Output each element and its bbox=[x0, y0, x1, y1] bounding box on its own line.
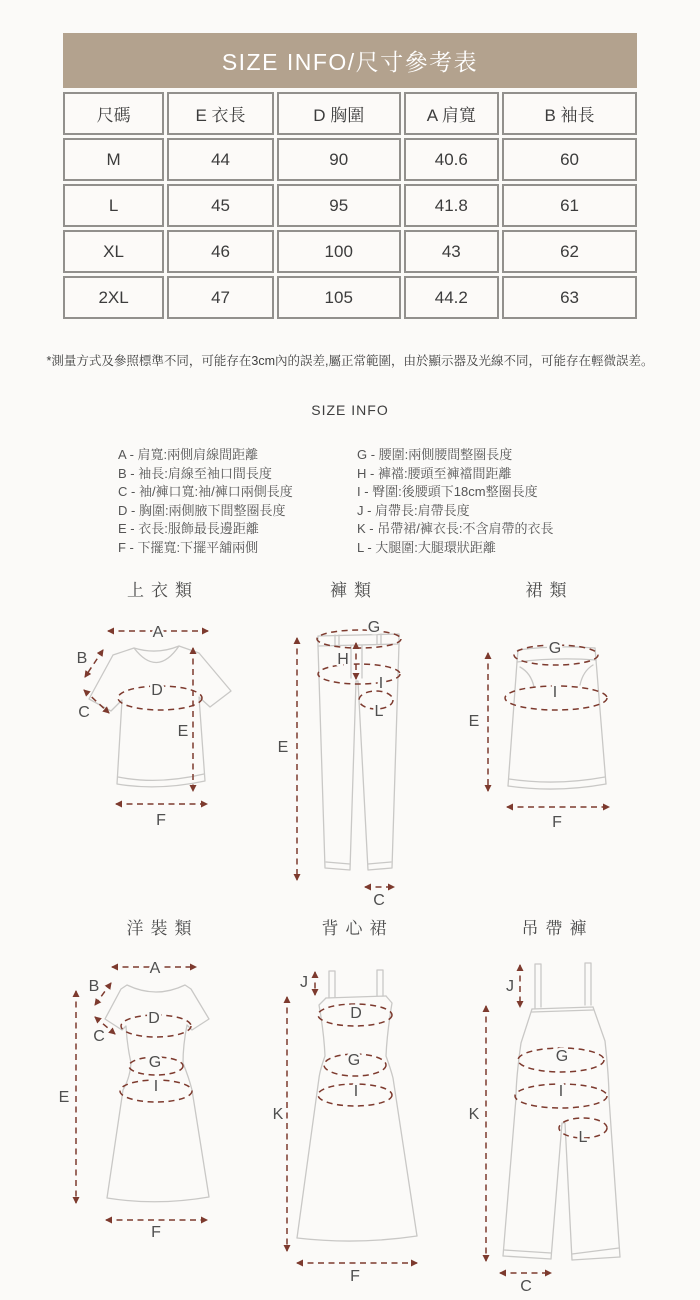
vest-dress-straps bbox=[329, 970, 383, 998]
mark-E: E bbox=[468, 713, 480, 730]
skirt-diagram bbox=[456, 610, 636, 840]
mark-C: C bbox=[77, 704, 90, 721]
table-cell: 61 bbox=[502, 184, 637, 227]
table-cell: 63 bbox=[502, 276, 637, 319]
pants-waistband bbox=[318, 634, 399, 646]
figure-title: 裙類 bbox=[525, 581, 574, 600]
table-cell: XL bbox=[63, 230, 164, 273]
legend-item: L - 大腿圍:大腿環狀距離 bbox=[357, 539, 496, 555]
mark-A: A bbox=[149, 960, 161, 977]
mark-I: I bbox=[552, 684, 558, 701]
mark-I: I bbox=[378, 675, 383, 692]
legend-item: K - 吊帶裙/褲衣長:不含肩帶的衣長 bbox=[357, 521, 554, 537]
legend-item: B - 袖長:肩線至袖口間長度 bbox=[118, 465, 272, 481]
column-header-sleeve: B 袖長 bbox=[502, 92, 637, 135]
legend-item: E - 衣長:服飾最長邊距離 bbox=[118, 521, 259, 537]
table-row bbox=[63, 230, 637, 273]
figure-pants bbox=[258, 578, 443, 910]
overalls-hems bbox=[503, 1248, 620, 1260]
mark-G: G bbox=[555, 1048, 569, 1065]
vest-dress-diagram bbox=[269, 948, 439, 1288]
mark-J: J bbox=[506, 978, 514, 995]
column-header-size: 尺碼 bbox=[63, 92, 164, 135]
legend-item: I - 臀圍:後腰頭下18cm整圈長度 bbox=[357, 484, 538, 500]
table-cell: 47 bbox=[167, 276, 274, 319]
figure-title: 洋裝類 bbox=[126, 919, 199, 938]
mark-F: F bbox=[151, 1224, 161, 1238]
figure-overalls bbox=[457, 916, 651, 1298]
mark-G: G bbox=[347, 1052, 361, 1069]
dress-diagram bbox=[49, 948, 269, 1238]
measure-B-line bbox=[85, 650, 103, 677]
table-cell: 46 bbox=[167, 230, 274, 273]
figure-tops bbox=[57, 578, 262, 840]
mark-G: G bbox=[148, 1054, 162, 1071]
mark-E: E bbox=[58, 1089, 70, 1106]
mark-D: D bbox=[150, 682, 163, 699]
size-table bbox=[60, 89, 640, 322]
mark-C: C bbox=[93, 1028, 105, 1045]
legend-item: G - 腰圍:兩側腰間整圈長度 bbox=[357, 447, 513, 462]
overalls-bib bbox=[532, 1007, 593, 1012]
column-header-bust: D 胸圍 bbox=[277, 92, 401, 135]
measurement-legend bbox=[118, 446, 553, 558]
table-cell: 2XL bbox=[63, 276, 164, 319]
table-cell: 60 bbox=[502, 138, 637, 181]
table-row bbox=[63, 138, 637, 181]
pants-diagram bbox=[261, 610, 441, 910]
mark-C: C bbox=[520, 1278, 532, 1295]
mark-A: A bbox=[152, 624, 163, 641]
table-cell: L bbox=[63, 184, 164, 227]
mark-D: D bbox=[148, 1010, 160, 1027]
legend-item: F - 下擺寬:下擺平舖兩側 bbox=[118, 539, 259, 555]
table-cell: 44.2 bbox=[404, 276, 500, 319]
mark-F: F bbox=[155, 812, 166, 829]
mark-F: F bbox=[350, 1268, 360, 1285]
vest-dress-hem bbox=[297, 1236, 417, 1241]
table-cell: 44 bbox=[167, 138, 274, 181]
table-cell: 43 bbox=[404, 230, 500, 273]
table-cell: M bbox=[63, 138, 164, 181]
column-header-length: E 衣長 bbox=[167, 92, 274, 135]
table-cell: 105 bbox=[277, 276, 401, 319]
figure-dress bbox=[47, 916, 271, 1238]
figure-title: 褲類 bbox=[330, 581, 378, 600]
legend-item: A - 肩寬:兩側肩線間距離 bbox=[118, 447, 259, 462]
overalls-diagram bbox=[459, 948, 649, 1298]
legend-title: SIZE INFO bbox=[311, 402, 389, 418]
mark-B: B bbox=[76, 650, 87, 667]
table-row bbox=[63, 276, 637, 319]
legend-item: C - 袖/褲口寬:袖/褲口兩側長度 bbox=[118, 484, 293, 500]
vest-dress-body bbox=[297, 996, 417, 1238]
mark-K: K bbox=[272, 1106, 284, 1123]
tshirt-diagram bbox=[60, 610, 260, 840]
mark-K: K bbox=[468, 1106, 480, 1123]
mark-G: G bbox=[548, 640, 562, 657]
table-cell: 45 bbox=[167, 184, 274, 227]
mark-J: J bbox=[300, 974, 308, 991]
column-header-shoulder: A 肩寬 bbox=[404, 92, 500, 135]
mark-L: L bbox=[374, 703, 383, 720]
mark-H: H bbox=[336, 651, 349, 668]
figure-title: 背心裙 bbox=[321, 919, 394, 938]
legend-item: H - 褲襠:腰頭至褲襠間距離 bbox=[357, 465, 512, 481]
disclaimer-note: *測量方式及參照標準不同，可能存在3cm內的誤差,屬正常範圍，由於顯示器及光線不同，可能存在輕微誤差。 bbox=[46, 354, 654, 368]
pants-fly bbox=[351, 645, 362, 678]
mark-I: I bbox=[153, 1078, 159, 1095]
overalls-straps bbox=[535, 963, 591, 1008]
table-row bbox=[63, 184, 637, 227]
table-cell: 62 bbox=[502, 230, 637, 273]
mark-F: F bbox=[552, 814, 562, 831]
mark-E: E bbox=[177, 723, 188, 740]
mark-G: G bbox=[367, 619, 380, 636]
legend-column-right bbox=[357, 446, 553, 558]
mark-D: D bbox=[350, 1005, 362, 1022]
mark-I: I bbox=[353, 1083, 359, 1100]
mark-C: C bbox=[372, 892, 385, 909]
tshirt-hem-line bbox=[118, 774, 204, 780]
mark-E: E bbox=[277, 739, 288, 756]
figure-title: 吊帶褲 bbox=[521, 919, 594, 938]
figure-title: 上衣類 bbox=[127, 581, 199, 600]
mark-L: L bbox=[578, 1129, 588, 1146]
skirt-hem bbox=[508, 777, 606, 789]
mark-B: B bbox=[88, 978, 100, 995]
table-cell: 40.6 bbox=[404, 138, 500, 181]
mark-I: I bbox=[558, 1083, 564, 1100]
legend-item: J - 肩帶長:肩帶長度 bbox=[357, 502, 470, 518]
figure-skirt bbox=[452, 578, 640, 840]
size-table-title: SIZE INFO/尺寸參考表 bbox=[63, 33, 637, 88]
measure-I-ellipse bbox=[318, 664, 400, 684]
overalls-inseams bbox=[551, 1123, 572, 1260]
pants-hem-lines bbox=[326, 862, 391, 864]
figure-vest-dress bbox=[267, 916, 441, 1288]
table-cell: 95 bbox=[277, 184, 401, 227]
table-cell: 100 bbox=[277, 230, 401, 273]
tshirt-silhouette bbox=[89, 646, 231, 787]
table-header-row bbox=[63, 92, 637, 135]
table-cell: 41.8 bbox=[404, 184, 500, 227]
table-cell: 90 bbox=[277, 138, 401, 181]
legend-column-left bbox=[118, 446, 357, 558]
legend-item: D - 胸圍:兩側腋下間整圈長度 bbox=[118, 502, 286, 518]
